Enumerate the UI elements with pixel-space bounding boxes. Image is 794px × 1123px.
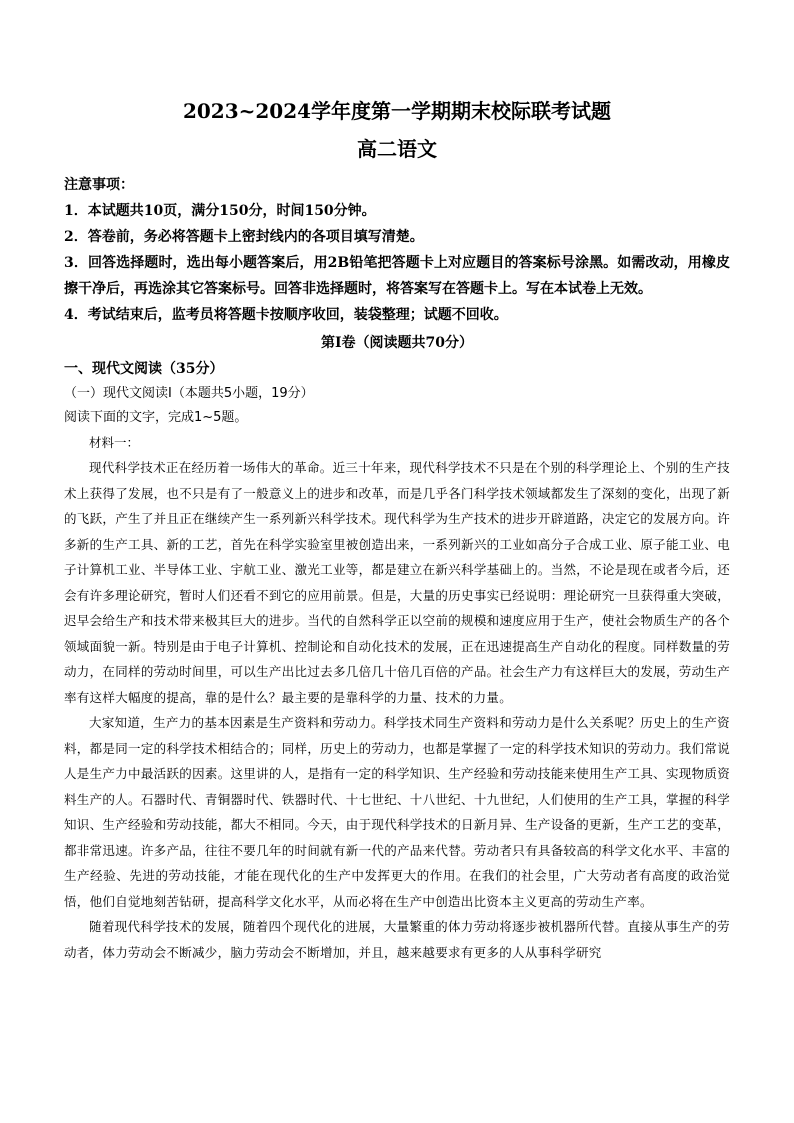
volume-title: 第Ⅰ卷（阅读题共70分） — [320, 335, 474, 351]
notice-heading: 注意事项： — [64, 177, 134, 193]
passage-paragraph: 大家知道，生产力的基本因素是生产资料和劳动力。科学技术同生产资料和劳动力是什么关系呢？历史上的生产资料，都是同一定的科学技术相结合的；同样，历史上的劳动力，也都是掌握了一定的科学技术知识的劳动力。我们常说人是生产力中最活跃的因素。这里讲的人，是指有一定的科学知识、生产经验和劳动技能来使用生产工具、实现物质资料生产的人。石器时代、青铜器时代、铁器时代、十七世纪、十八世纪、十九世纪，人们使用的生产工具，掌握的科学知识、生产经验和劳动技能，都大不相同。今天，由于现代科学技术的日新月异、生产设备的更新，生产工艺的变革，都非常迅速。许多产品，往往不要几年的时间就有新一代的产品来代替。劳动者只有具备较高的科学文化水平、丰富的生产经验、先进的劳动技能，才能在现代化的生产中发挥更大的作用。在我们的社会里，广大劳动者有高度的政治觉悟，他们自觉地刻苦钻研，提高科学文化水平，从而必将在生产中创造出比资本主义更高的劳动生产率。 — [64, 715, 730, 909]
notice-item: 4．考试结束后，监考员将答题卡按顺序收回，装袋整理；试题不回收。 — [64, 307, 508, 323]
reading-instruction: 阅读下面的文字，完成1~5题。 — [64, 410, 248, 425]
subpart-title: （一）现代文阅读Ⅰ（本题共5小题，19分） — [64, 386, 314, 401]
passage-paragraph: 现代科学技术正在经历着一场伟大的革命。近三十年来，现代科学技术不只是在个别的科学理论上、个别的生产技术上获得了发展，也不只是有了一般意义上的进步和改革，而是几乎各门科学技术领域都发生了深刻的变化，出现了新的飞跃，产生了并且正在继续产生一系列新兴科学技术。现代科学为生产技术的进步开辟道路，决定它的发展方向。许多新的生产工具、新的工艺，首先在科学实验室里被创造出来，一系列新兴的工业如高分子合成工业、原子能工业、电子计算机工业、半导体工业、宇航工业、激光工业等，都是建立在新兴科学基础上的。当然，不论是现在或者今后，还会有许多理论研究，暂时人们还看不到它的应用前景。但是，大量的历史事实已经说明：理论研究一旦获得重大突破，迟早会给生产和技术带来极其巨大的进步。当代的自然科学正以空前的规模和速度应用于生产，使社会物质生产的各个领域面貌一新。特别是由于电子计算机、控制论和自动化技术的发展，正在迅速提高生产自动化的程度。同样数量的劳动力，在同样的劳动时间里，可以生产出比过去多几倍几十倍几百倍的产品。社会生产力有这样巨大的发展，劳动生产率有这样大幅度的提高，靠的是什么？最主要的是靠科学的力量、技术的力量。 — [64, 460, 730, 705]
exam-subject: 高二语文 — [357, 137, 437, 161]
passage-paragraph: 随着现代科学技术的发展，随着四个现代化的进展，大量繁重的体力劳动将逐步被机器所代替。直接从事生产的劳动者，体力劳动会不断减少，脑力劳动会不断增加，并且，越来越要求有更多的人从事科学研究 — [64, 919, 730, 960]
exam-title: 2023~2024学年度第一学期期末校际联考试题 — [182, 99, 612, 123]
material-label: 材料一： — [89, 435, 140, 450]
part-title: 一、现代文阅读（35分） — [64, 361, 224, 377]
notice-item: 3．回答选择题时，选出每小题答案后，用2B铅笔把答题卡上对应题目的答案标号涂黑。如需改动，用橡皮擦干净后，再选涂其它答案标号。回答非选择题时，将答案写在答题卡上。写在本试卷上无效。 — [64, 255, 730, 297]
notice-item: 1．本试题共10页，满分150分，时间150分钟。 — [64, 203, 376, 219]
notice-item: 2．答卷前，务必将答题卡上密封线内的各项目填写清楚。 — [64, 229, 424, 245]
